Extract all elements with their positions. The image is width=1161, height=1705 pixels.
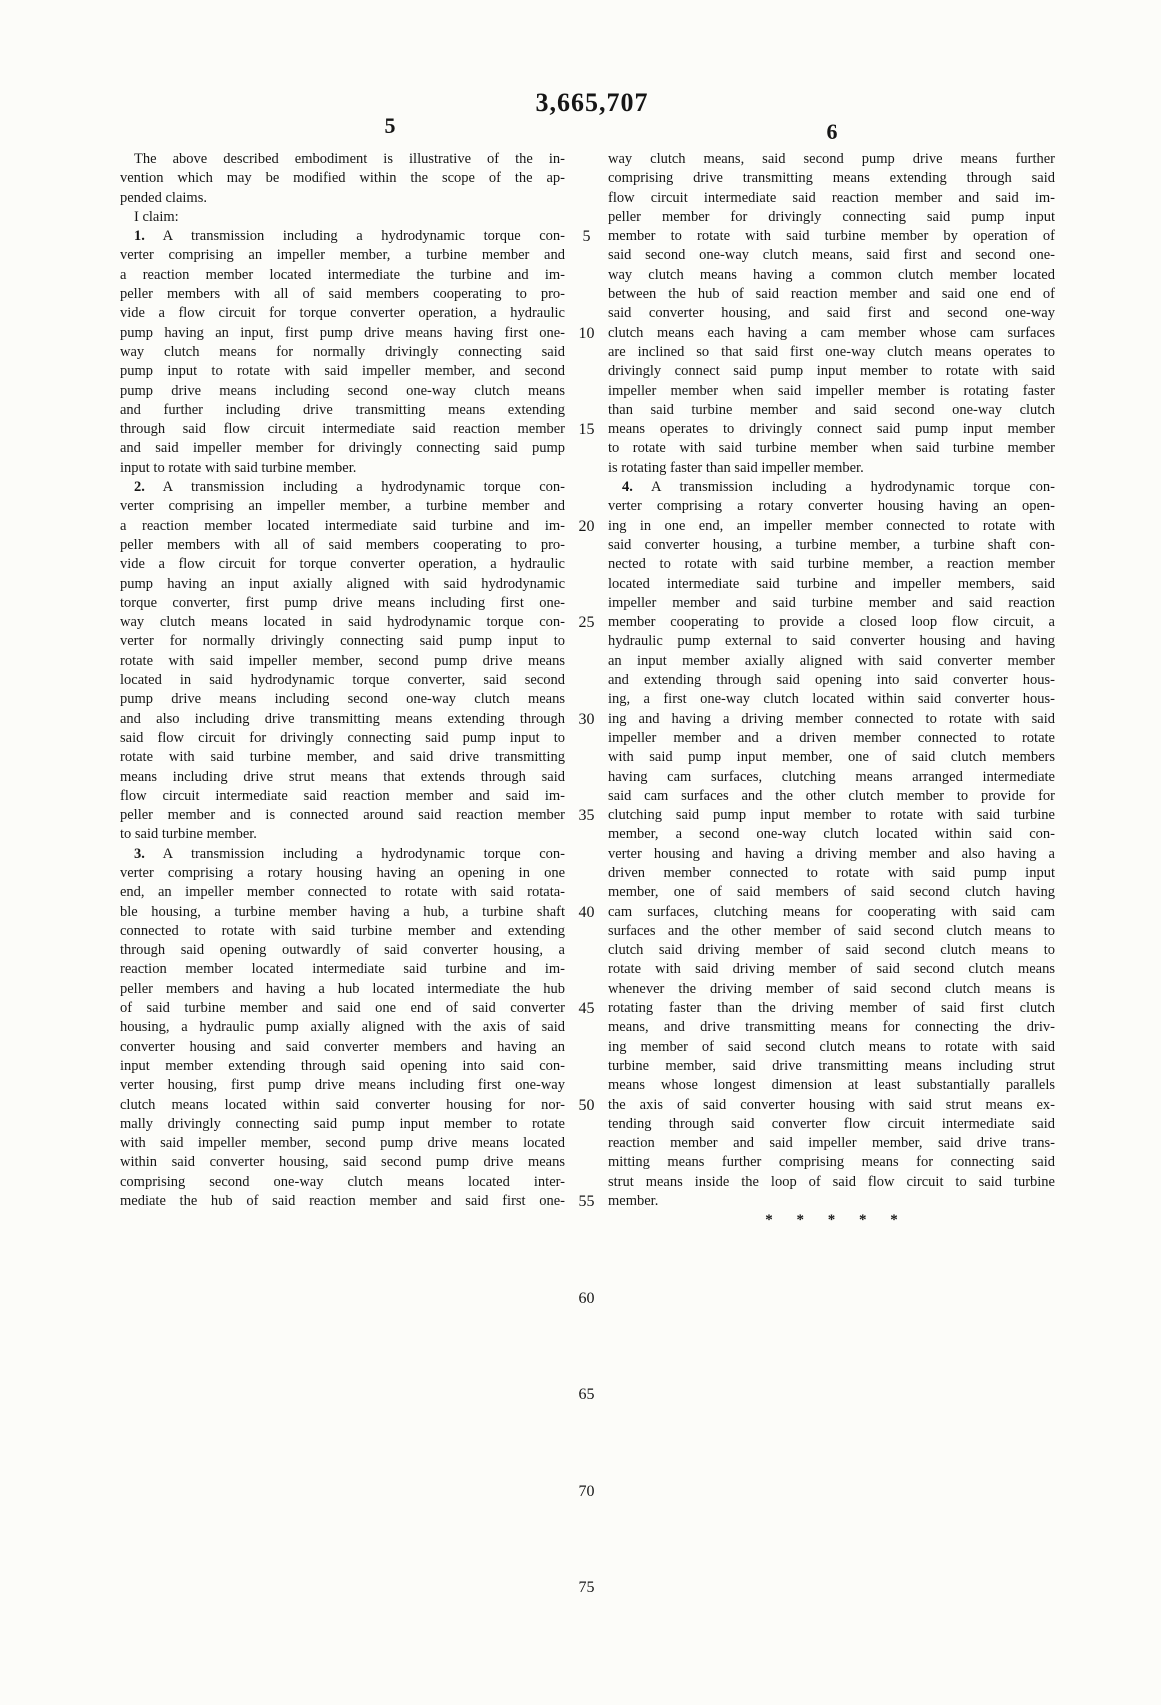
text-line: flow circuit intermediate said reaction member and said im- bbox=[120, 787, 565, 804]
text-line: nected to rotate with said turbine member, a reaction member bbox=[608, 556, 1055, 573]
text-line: verter comprising an impeller member, a turbine member and bbox=[120, 498, 565, 515]
text-line: and said impeller member for drivingly connecting said pump bbox=[120, 440, 565, 457]
text-line: driven member connected to rotate with said pump input bbox=[608, 864, 1055, 881]
text-line: end, an impeller member connected to rotate with said rotata- bbox=[120, 884, 565, 901]
text-line: and further including drive transmitting means extending bbox=[120, 401, 565, 418]
text-line: means operates to drivingly connect said pump input member bbox=[608, 421, 1055, 438]
text-line: tending through said converter flow circuit intermediate said bbox=[608, 1115, 1055, 1132]
text-line: vide a flow circuit for torque converter operation, a hydraulic bbox=[120, 305, 565, 322]
patent-number: 3,665,707 bbox=[535, 88, 649, 117]
line-number: 40 bbox=[578, 903, 595, 921]
line-number: 30 bbox=[578, 710, 595, 728]
text-line: through said flow circuit intermediate said reaction member bbox=[120, 421, 565, 438]
text-line: a reaction member located intermediate the turbine and im- bbox=[120, 266, 565, 283]
text-line: vide a flow circuit for torque converter operation, a hydraulic bbox=[120, 556, 565, 573]
text-line: verter housing, first pump drive means including first one-way bbox=[120, 1077, 565, 1094]
text-line: means whose longest dimension at least substantially parallels bbox=[608, 1077, 1055, 1094]
text-line: way clutch means, said second pump drive means further bbox=[608, 151, 1055, 167]
text-line: ing, a first one-way clutch located within said converter hous- bbox=[608, 691, 1055, 708]
text-line: verter comprising an impeller member, a turbine member and bbox=[120, 247, 565, 264]
text-line: housing, a hydraulic pump axially aligned with the axis of said bbox=[120, 1019, 565, 1036]
line-number: 65 bbox=[578, 1386, 595, 1404]
text-line: converter housing and said converter members and having an bbox=[120, 1038, 565, 1055]
text-line: with said impeller member, second pump drive means located bbox=[120, 1135, 565, 1152]
text-line: means, and drive transmitting means for connecting the driv- bbox=[608, 1019, 1055, 1036]
text-line: to said turbine member. bbox=[120, 826, 257, 843]
text-line: verter for normally drivingly connecting said pump input to bbox=[120, 633, 565, 650]
text-line: pump having an input axially aligned with said hydrodynamic bbox=[120, 575, 565, 592]
text-line: located in said hydrodynamic torque converter, said second bbox=[120, 672, 565, 689]
text-line: peller member and is connected around said reaction member bbox=[120, 807, 565, 824]
text-line: means including drive strut means that extends through said bbox=[120, 768, 565, 785]
text-line: verter comprising a rotary converter housing having an open- bbox=[608, 498, 1055, 515]
text-line: member, one of said members of said second clutch having bbox=[608, 884, 1055, 901]
text-line: strut means inside the loop of said flow circuit to said turbine bbox=[608, 1173, 1055, 1190]
text-line: is rotating faster than said impeller member. bbox=[608, 459, 864, 476]
text-line: located intermediate said turbine and impeller members, said bbox=[608, 575, 1055, 592]
text-line: an input member axially aligned with said converter member bbox=[608, 652, 1055, 669]
text-line: mitting means further comprising means for connecting said bbox=[608, 1154, 1055, 1171]
text-line: The above described embodiment is illustrative of the in- bbox=[134, 151, 565, 167]
text-line: rotate with said turbine member, and said drive transmitting bbox=[120, 749, 565, 766]
column-number-right: 6 bbox=[826, 119, 838, 144]
text-line: clutching said pump input member to rotate with said turbine bbox=[608, 807, 1055, 824]
text-line: surfaces and the other member of said second clutch means to bbox=[608, 922, 1055, 939]
text-line: ing and having a driving member connected to rotate with said bbox=[608, 710, 1055, 727]
text-line: way clutch means for normally drivingly connecting said bbox=[120, 343, 565, 360]
end-of-claims-asterisks: * * * * * bbox=[765, 1212, 898, 1229]
text-line: 4. A transmission including a hydrodynamic torque con- bbox=[622, 479, 1055, 496]
text-line: cam surfaces, clutching means for cooperating with said cam bbox=[608, 903, 1055, 920]
line-number: 25 bbox=[578, 614, 595, 632]
text-line: member cooperating to provide a closed loop flow circuit, a bbox=[608, 614, 1055, 631]
text-line: vention which may be modified within the scope of the ap- bbox=[120, 170, 565, 187]
text-line: drivingly connect said pump input member to rotate with said bbox=[608, 363, 1055, 380]
text-line: verter comprising a rotary housing having an opening in one bbox=[120, 864, 565, 881]
text-line: member. bbox=[608, 1193, 659, 1210]
line-number: 20 bbox=[578, 517, 595, 535]
text-line: way clutch means having a common clutch member located bbox=[608, 266, 1055, 283]
text-line: peller member for drivingly connecting said pump input bbox=[608, 208, 1055, 225]
text-line: pended claims. bbox=[120, 189, 207, 206]
line-number: 45 bbox=[578, 1000, 595, 1018]
text-line: said flow circuit for drivingly connecting said pump input to bbox=[120, 729, 565, 746]
text-line: mediate the hub of said reaction member and said first one- bbox=[120, 1193, 565, 1210]
text-line: said converter housing, a turbine member, a turbine shaft con- bbox=[608, 536, 1055, 553]
text-line: to rotate with said turbine member when said turbine member bbox=[608, 440, 1055, 457]
text-line: said cam surfaces and the other clutch member to provide for bbox=[608, 787, 1055, 804]
column-number-left: 5 bbox=[384, 113, 396, 138]
text-line: pump input to rotate with said impeller member, and second bbox=[120, 363, 565, 380]
text-line: peller members and having a hub located intermediate the hub bbox=[120, 980, 565, 997]
text-line: peller members with all of said members cooperating to pro- bbox=[120, 286, 565, 303]
text-line: input to rotate with said turbine member. bbox=[120, 459, 357, 476]
text-line: connected to rotate with said turbine member and extending bbox=[120, 922, 565, 939]
text-line: 1. A transmission including a hydrodynamic torque con- bbox=[134, 228, 565, 245]
text-line: within said converter housing, said second pump drive means bbox=[120, 1154, 565, 1171]
claim-number: 2. bbox=[134, 479, 145, 496]
text-line: impeller member and a driven member connected to rotate bbox=[608, 729, 1055, 746]
line-number: 75 bbox=[578, 1579, 595, 1597]
text-line: between the hub of said reaction member and said one end of bbox=[608, 286, 1055, 303]
text-line: I claim: bbox=[134, 208, 179, 225]
line-number: 50 bbox=[578, 1096, 595, 1114]
text-line: flow circuit intermediate said reaction member and said im- bbox=[608, 189, 1055, 206]
text-line: member, a second one-way clutch located within said con- bbox=[608, 826, 1055, 843]
text-line: clutch said driving member of said second clutch means to bbox=[608, 942, 1055, 959]
line-number-gutter bbox=[565, 150, 608, 1610]
text-line: pump drive means including second one-way clutch means bbox=[120, 382, 565, 399]
text-line: rotating faster than the driving member of said first clutch bbox=[608, 1000, 1055, 1017]
text-line: clutch means located within said converter housing for nor- bbox=[120, 1096, 565, 1113]
text-line: pump drive means including second one-way clutch means bbox=[120, 691, 565, 708]
text-line: rotate with said driving member of said second clutch means bbox=[608, 961, 1055, 978]
text-line: whenever the driving member of said second clutch means is bbox=[608, 980, 1055, 997]
text-line: a reaction member located intermediate said turbine and im- bbox=[120, 517, 565, 534]
line-number: 10 bbox=[578, 324, 595, 342]
text-line: member to rotate with said turbine member by operation of bbox=[608, 228, 1055, 245]
text-line: ble housing, a turbine member having a hub, a turbine shaft bbox=[120, 903, 565, 920]
text-line: ing member of said second clutch means to rotate with said bbox=[608, 1038, 1055, 1055]
text-line: and extending through said opening into said converter hous- bbox=[608, 672, 1055, 689]
column-right bbox=[608, 150, 1055, 1231]
text-line: and also including drive transmitting means extending through bbox=[120, 710, 565, 727]
claims-text-block bbox=[0, 150, 1161, 1650]
text-line: the axis of said converter housing with said strut means ex- bbox=[608, 1096, 1055, 1113]
text-line: 3. A transmission including a hydrodynamic torque con- bbox=[134, 845, 565, 862]
text-line: 2. A transmission including a hydrodynamic torque con- bbox=[134, 479, 565, 496]
text-line: reaction member and said impeller member, said drive trans- bbox=[608, 1135, 1055, 1152]
line-number: 15 bbox=[578, 421, 595, 439]
text-line: comprising drive transmitting means extending through said bbox=[608, 170, 1055, 187]
line-number: 35 bbox=[578, 807, 595, 825]
text-line: peller members with all of said members cooperating to pro- bbox=[120, 536, 565, 553]
line-number: 70 bbox=[578, 1482, 595, 1500]
text-line: hydraulic pump external to said converter housing and having bbox=[608, 633, 1055, 650]
text-line: impeller member when said impeller member is rotating faster bbox=[608, 382, 1055, 399]
text-line: reaction member located intermediate said turbine and im- bbox=[120, 961, 565, 978]
text-line: said converter housing, and said first and second one-way bbox=[608, 305, 1055, 322]
line-number: 55 bbox=[578, 1193, 595, 1211]
claim-number: 1. bbox=[134, 228, 145, 245]
column-left bbox=[120, 150, 565, 1211]
line-number: 60 bbox=[578, 1289, 595, 1307]
text-line: with said pump input member, one of said clutch members bbox=[608, 749, 1055, 766]
text-line: torque converter, first pump drive means including first one- bbox=[120, 594, 565, 611]
text-line: impeller member and said turbine member and said reaction bbox=[608, 594, 1055, 611]
text-line: rotate with said impeller member, second pump drive means bbox=[120, 652, 565, 669]
text-line: of said turbine member and said one end of said converter bbox=[120, 1000, 565, 1017]
text-line: having cam surfaces, clutching means arranged intermediate bbox=[608, 768, 1055, 785]
text-line: clutch means each having a cam member whose cam surfaces bbox=[608, 324, 1055, 341]
text-line: mally drivingly connecting said pump input member to rotate bbox=[120, 1115, 565, 1132]
text-line: input member extending through said opening into said con- bbox=[120, 1057, 565, 1074]
claim-number: 4. bbox=[622, 479, 633, 496]
text-line: ing in one end, an impeller member connected to rotate with bbox=[608, 517, 1055, 534]
text-line: way clutch means located in said hydrodynamic torque con- bbox=[120, 614, 565, 631]
text-line: comprising second one-way clutch means located inter- bbox=[120, 1173, 565, 1190]
text-line: verter housing and having a driving member and also having a bbox=[608, 845, 1055, 862]
text-line: said second one-way clutch means, said first and second one- bbox=[608, 247, 1055, 264]
claim-number: 3. bbox=[134, 845, 145, 862]
line-number: 5 bbox=[582, 228, 591, 246]
text-line: turbine member, said drive transmitting means including strut bbox=[608, 1057, 1055, 1074]
text-line: pump having an input, first pump drive means having first one- bbox=[120, 324, 565, 341]
text-line: are inclined so that said first one-way clutch means operates to bbox=[608, 343, 1055, 360]
text-line: through said opening outwardly of said converter housing, a bbox=[120, 942, 565, 959]
text-line: than said turbine member and said second one-way clutch bbox=[608, 401, 1055, 418]
